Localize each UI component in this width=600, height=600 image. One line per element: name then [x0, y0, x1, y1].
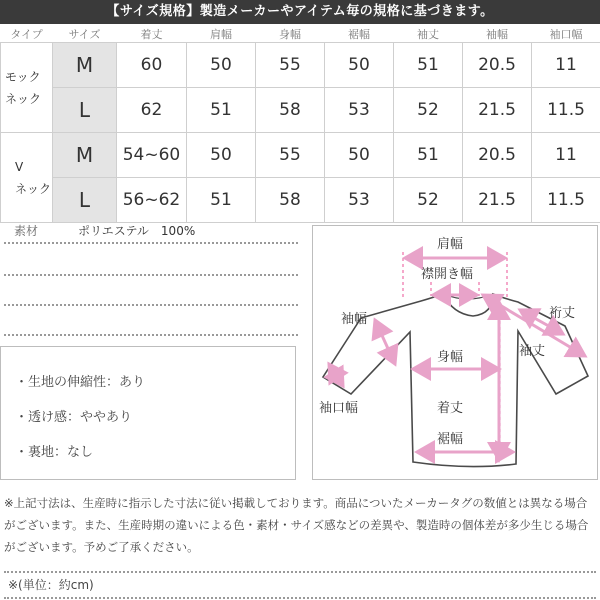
value-cell: 11.5	[532, 88, 600, 133]
lining-property: ・裏地：なし	[15, 445, 94, 460]
table-row	[1, 88, 600, 133]
dotted-divider	[4, 334, 298, 336]
label-sleeve-width: 袖幅	[341, 312, 368, 327]
value-cell: 54~60	[117, 133, 187, 178]
size-table	[0, 26, 600, 223]
type-cell-v-neck: V ネック	[1, 133, 53, 223]
value-cell: 11	[532, 133, 600, 178]
value-cell: 60	[117, 43, 187, 88]
header-sleeve-width: 袖幅	[486, 28, 508, 41]
label-neck-width: 襟開き幅	[421, 267, 474, 282]
header-hem-width: 裾幅	[348, 28, 370, 41]
table-row	[1, 178, 600, 223]
size-cell: M	[53, 133, 117, 178]
material-label: 素材	[14, 224, 39, 238]
value-cell: 20.5	[463, 133, 532, 178]
value-cell: 51	[394, 43, 463, 88]
sheerness-property: ・透け感：ややあり	[15, 410, 133, 425]
table-header-row	[1, 26, 600, 43]
header-cuff-width: 袖口幅	[549, 28, 583, 41]
size-cell: L	[53, 178, 117, 223]
size-spec-banner: 【サイズ規格】製造メーカーやアイテム毎の規格に基づきます。	[0, 0, 600, 24]
value-cell: 50	[325, 43, 394, 88]
dotted-divider	[4, 242, 298, 244]
value-cell: 55	[256, 43, 325, 88]
label-sleeve-length: 袖丈	[519, 344, 546, 359]
value-cell: 50	[187, 43, 256, 88]
label-shoulder-width: 肩幅	[437, 237, 464, 252]
type-cell-mock-neck: モック ネック	[1, 43, 53, 133]
material-value: ポリエステル 100%	[78, 224, 196, 238]
label-hem-width: 裾幅	[437, 432, 464, 447]
fabric-properties-box	[0, 346, 296, 480]
size-cell: M	[53, 43, 117, 88]
label-cuff-width: 袖口幅	[319, 401, 359, 416]
value-cell: 62	[117, 88, 187, 133]
header-sleeve-length: 袖丈	[417, 28, 439, 41]
size-cell: L	[53, 88, 117, 133]
value-cell: 11.5	[532, 178, 600, 223]
value-cell: 21.5	[463, 178, 532, 223]
value-cell: 58	[256, 88, 325, 133]
table-row	[1, 43, 600, 88]
header-body-width: 身幅	[279, 28, 301, 41]
value-cell: 21.5	[463, 88, 532, 133]
value-cell: 50	[325, 133, 394, 178]
label-length: 着丈	[437, 401, 464, 416]
value-cell: 55	[256, 133, 325, 178]
unit-note: ※(単位：約cm)	[8, 578, 94, 592]
header-shoulder: 肩幅	[210, 28, 232, 41]
value-cell: 20.5	[463, 43, 532, 88]
table-row	[1, 133, 600, 178]
dotted-divider	[4, 304, 298, 306]
dotted-divider	[4, 571, 596, 573]
value-cell: 53	[325, 178, 394, 223]
value-cell: 52	[394, 178, 463, 223]
disclaimer-notes: ※上記寸法は、生産時に指示した寸法に従い掲載しております。商品についたメーカータグの数値とは異なる場合がございます。また、生産時期の違いによる色・素材・サイズ感などの差異や、製造時の個体差が多少生じる場合がございます。予めご了承ください。	[4, 496, 589, 554]
label-body-width: 身幅	[437, 350, 464, 365]
stretch-property: ・生地の伸縮性：あり	[15, 375, 146, 390]
header-type: タイプ	[10, 28, 43, 41]
measurement-diagram	[312, 225, 598, 480]
value-cell: 11	[532, 43, 600, 88]
value-cell: 52	[394, 88, 463, 133]
header-size: サイズ	[68, 28, 101, 41]
value-cell: 56~62	[117, 178, 187, 223]
value-cell: 51	[187, 88, 256, 133]
label-yuki-length: 裄丈	[549, 306, 576, 321]
header-length: 着丈	[140, 28, 163, 41]
garment-diagram-svg	[313, 226, 599, 481]
value-cell: 51	[394, 133, 463, 178]
dotted-divider	[4, 274, 298, 276]
value-cell: 53	[325, 88, 394, 133]
value-cell: 50	[187, 133, 256, 178]
dotted-divider	[4, 597, 596, 599]
value-cell: 51	[187, 178, 256, 223]
value-cell: 58	[256, 178, 325, 223]
